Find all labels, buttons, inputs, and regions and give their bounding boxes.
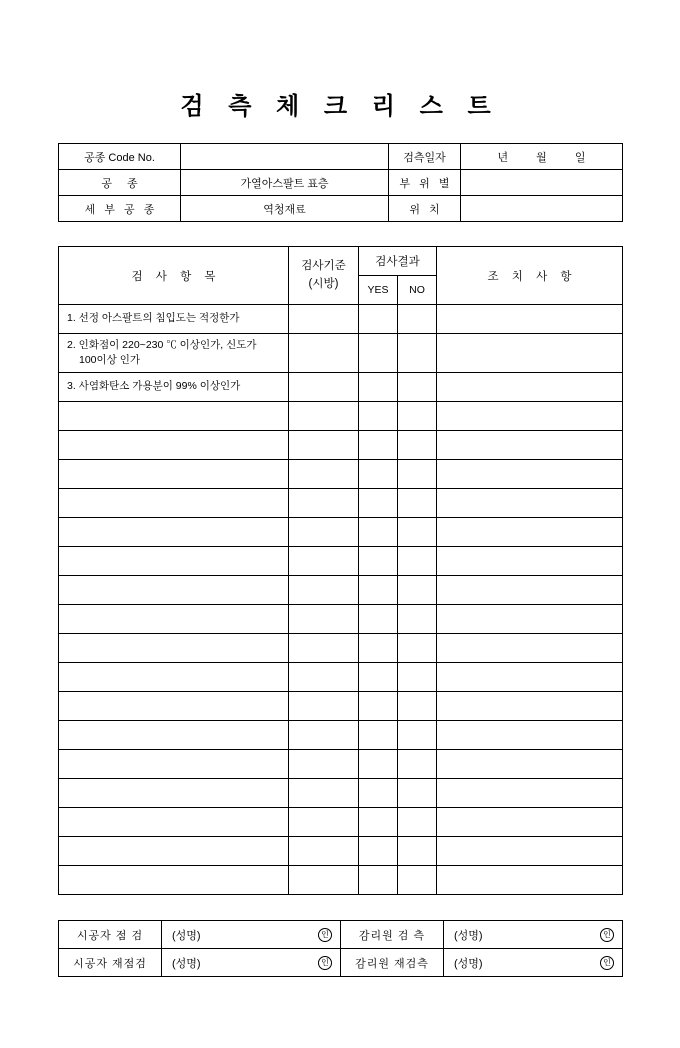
checklist-yes-2[interactable] xyxy=(359,334,398,373)
seal-icon: 인 xyxy=(600,928,614,942)
checklist-no-blank[interactable] xyxy=(398,489,437,518)
checklist-no-1[interactable] xyxy=(398,305,437,334)
table-row xyxy=(59,634,623,663)
checklist-yes-blank[interactable] xyxy=(359,808,398,837)
info-label-code: 공종 Code No. xyxy=(59,144,181,170)
checklist-no-blank[interactable] xyxy=(398,576,437,605)
checklist-no-blank[interactable] xyxy=(398,779,437,808)
sign-field-contractor-check[interactable] xyxy=(162,921,341,949)
checklist-item-blank[interactable] xyxy=(59,837,289,866)
header-no: NO xyxy=(398,276,437,305)
table-row xyxy=(59,144,623,170)
sign-field-supervisor-recheck[interactable] xyxy=(444,949,623,977)
checklist-standard-2[interactable] xyxy=(289,334,359,373)
info-label-inspection-date: 검측일자 xyxy=(389,144,461,170)
checklist-standard-1[interactable] xyxy=(289,305,359,334)
table-row xyxy=(59,460,623,489)
table-row xyxy=(59,866,623,895)
checklist-yes-blank[interactable] xyxy=(359,518,398,547)
checklist-standard-blank[interactable] xyxy=(289,489,359,518)
checklist-table xyxy=(58,246,623,895)
table-row xyxy=(59,373,623,402)
info-value-inspection-date[interactable] xyxy=(461,144,623,170)
checklist-item-blank[interactable] xyxy=(59,663,289,692)
checklist-yes-blank[interactable] xyxy=(359,779,398,808)
checklist-standard-blank[interactable] xyxy=(289,634,359,663)
sign-label-contractor-check: 시공자 점 검 xyxy=(59,921,162,949)
table-row xyxy=(59,518,623,547)
checklist-no-blank[interactable] xyxy=(398,431,437,460)
sign-field-supervisor-check[interactable] xyxy=(444,921,623,949)
checklist-action-blank[interactable] xyxy=(437,489,623,518)
checklist-no-blank[interactable] xyxy=(398,837,437,866)
checklist-item-blank[interactable] xyxy=(59,866,289,895)
info-label-location: 위 치 xyxy=(389,196,461,222)
checklist-standard-blank[interactable] xyxy=(289,576,359,605)
page-title: 검 측 체 크 리 스 트 xyxy=(180,93,500,120)
checklist-item-3 xyxy=(59,373,289,402)
sign-field-contractor-recheck[interactable] xyxy=(162,949,341,977)
header-yes: YES xyxy=(359,276,398,305)
info-label-detail-worktype: 세 부 공 종 xyxy=(59,196,181,222)
info-value-location[interactable] xyxy=(461,196,623,222)
sign-name-placeholder: (성명) xyxy=(172,929,201,942)
checklist-no-blank[interactable] xyxy=(398,750,437,779)
checklist-standard-blank[interactable] xyxy=(289,431,359,460)
checklist-action-blank[interactable] xyxy=(437,605,623,634)
date-year-label: 년 xyxy=(497,151,509,164)
checklist-item-blank[interactable] xyxy=(59,692,289,721)
checklist-standard-blank[interactable] xyxy=(289,721,359,750)
checklist-action-blank[interactable] xyxy=(437,808,623,837)
table-row xyxy=(59,334,623,373)
table-row xyxy=(59,663,623,692)
checklist-item-blank[interactable] xyxy=(59,576,289,605)
header-inspection-standard xyxy=(289,247,359,305)
checklist-action-blank[interactable] xyxy=(437,402,623,431)
table-row xyxy=(59,605,623,634)
checklist-header-row xyxy=(59,247,623,276)
table-row xyxy=(59,402,623,431)
checklist-item-blank[interactable] xyxy=(59,605,289,634)
checklist-no-2[interactable] xyxy=(398,334,437,373)
checklist-no-blank[interactable] xyxy=(398,692,437,721)
checklist-no-blank[interactable] xyxy=(398,402,437,431)
checklist-no-blank[interactable] xyxy=(398,547,437,576)
sign-label-contractor-recheck: 시공자 재점검 xyxy=(59,949,162,977)
sign-name-placeholder: (성명) xyxy=(454,957,483,970)
table-row xyxy=(59,779,623,808)
checklist-action-blank[interactable] xyxy=(437,721,623,750)
info-label-position-type: 부 위 별 xyxy=(389,170,461,196)
checklist-yes-blank[interactable] xyxy=(359,663,398,692)
checklist-no-blank[interactable] xyxy=(398,866,437,895)
checklist-standard-blank[interactable] xyxy=(289,460,359,489)
checklist-yes-blank[interactable] xyxy=(359,547,398,576)
info-value-code[interactable] xyxy=(181,144,389,170)
checklist-yes-blank[interactable] xyxy=(359,721,398,750)
header-action: 조 치 사 항 xyxy=(437,247,623,305)
table-row xyxy=(59,750,623,779)
date-month-label: 월 xyxy=(536,151,547,164)
table-row xyxy=(59,837,623,866)
header-standard-line1: 검사기준 xyxy=(301,260,346,273)
sign-name-placeholder: (성명) xyxy=(454,929,483,942)
checklist-no-blank[interactable] xyxy=(398,721,437,750)
checklist-item-blank[interactable] xyxy=(59,547,289,576)
checklist-action-blank[interactable] xyxy=(437,634,623,663)
checklist-action-blank[interactable] xyxy=(437,576,623,605)
table-row xyxy=(59,196,623,222)
checklist-action-blank[interactable] xyxy=(437,866,623,895)
checklist-standard-blank[interactable] xyxy=(289,402,359,431)
checklist-standard-blank[interactable] xyxy=(289,692,359,721)
date-day-label: 일 xyxy=(574,151,586,164)
checklist-yes-blank[interactable] xyxy=(359,489,398,518)
table-row xyxy=(59,949,623,977)
checklist-action-blank[interactable] xyxy=(437,837,623,866)
checklist-standard-blank[interactable] xyxy=(289,518,359,547)
checklist-yes-blank[interactable] xyxy=(359,837,398,866)
checklist-no-blank[interactable] xyxy=(398,605,437,634)
table-row xyxy=(59,808,623,837)
checklist-yes-blank[interactable] xyxy=(359,460,398,489)
checklist-yes-blank[interactable] xyxy=(359,692,398,721)
checklist-no-blank[interactable] xyxy=(398,460,437,489)
sign-label-supervisor-recheck: 감리원 재검측 xyxy=(341,949,444,977)
checklist-yes-blank[interactable] xyxy=(359,866,398,895)
sign-name-placeholder: (성명) xyxy=(172,957,201,970)
checklist-no-3[interactable] xyxy=(398,373,437,402)
checklist-yes-blank[interactable] xyxy=(359,576,398,605)
checklist-standard-blank[interactable] xyxy=(289,750,359,779)
checklist-action-blank[interactable] xyxy=(437,750,623,779)
seal-icon: 인 xyxy=(318,928,332,942)
table-row xyxy=(59,721,623,750)
seal-icon: 인 xyxy=(318,956,332,970)
info-label-worktype: 공 종 xyxy=(59,170,181,196)
info-value-position-type[interactable] xyxy=(461,170,623,196)
checklist-item-blank[interactable] xyxy=(59,489,289,518)
checklist-yes-blank[interactable] xyxy=(359,431,398,460)
info-value-detail-worktype[interactable]: 역청재료 xyxy=(181,196,389,222)
header-standard-line2: (시방) xyxy=(308,277,339,290)
table-row xyxy=(59,576,623,605)
checklist-action-blank[interactable] xyxy=(437,663,623,692)
checklist-action-blank[interactable] xyxy=(437,518,623,547)
checklist-item-blank[interactable] xyxy=(59,518,289,547)
checklist-item-blank[interactable] xyxy=(59,634,289,663)
checklist-action-1[interactable] xyxy=(437,305,623,334)
checklist-standard-blank[interactable] xyxy=(289,779,359,808)
checklist-standard-blank[interactable] xyxy=(289,663,359,692)
checklist-no-blank[interactable] xyxy=(398,663,437,692)
checklist-no-blank[interactable] xyxy=(398,518,437,547)
checklist-standard-blank[interactable] xyxy=(289,837,359,866)
seal-icon: 인 xyxy=(600,956,614,970)
table-row xyxy=(59,547,623,576)
table-row xyxy=(59,692,623,721)
checklist-standard-blank[interactable] xyxy=(289,866,359,895)
checklist-action-3[interactable] xyxy=(437,373,623,402)
checklist-action-blank[interactable] xyxy=(437,460,623,489)
checklist-item-blank[interactable] xyxy=(59,460,289,489)
checklist-action-blank[interactable] xyxy=(437,692,623,721)
checklist-action-2[interactable] xyxy=(437,334,623,373)
checklist-item-1-line1: 1. 선정 아스팔트의 침입도는 적정한가 xyxy=(67,312,240,325)
checklist-yes-blank[interactable] xyxy=(359,750,398,779)
checklist-item-3-line1: 3. 사염화탄소 가용분이 99% 이상인가 xyxy=(67,380,241,393)
checklist-standard-blank[interactable] xyxy=(289,605,359,634)
table-row xyxy=(59,431,623,460)
checklist-item-2-line1: 2. 인화점이 220~230 ℃ 이상인가, 신도가 xyxy=(67,338,257,351)
checklist-no-blank[interactable] xyxy=(398,634,437,663)
checklist-standard-blank[interactable] xyxy=(289,547,359,576)
table-row xyxy=(59,170,623,196)
checklist-yes-blank[interactable] xyxy=(359,402,398,431)
checklist-no-blank[interactable] xyxy=(398,808,437,837)
document-page xyxy=(0,86,680,1048)
checklist-yes-1[interactable] xyxy=(359,305,398,334)
signature-table xyxy=(58,920,623,977)
checklist-item-blank[interactable] xyxy=(59,721,289,750)
checklist-item-blank[interactable] xyxy=(59,808,289,837)
checklist-item-2-line2: 100이상 인가 xyxy=(79,354,141,366)
checklist-yes-3[interactable] xyxy=(359,373,398,402)
checklist-item-1 xyxy=(59,305,289,334)
header-inspection-item: 검 사 항 목 xyxy=(59,247,289,305)
header-info-table xyxy=(58,143,623,222)
table-row xyxy=(59,921,623,949)
table-row xyxy=(59,489,623,518)
info-value-worktype[interactable]: 가열아스팔트 표층 xyxy=(181,170,389,196)
table-row xyxy=(59,305,623,334)
header-inspection-result: 검사결과 xyxy=(359,247,437,276)
sign-label-supervisor-check: 감리원 검 측 xyxy=(341,921,444,949)
checklist-yes-blank[interactable] xyxy=(359,605,398,634)
checklist-item-blank[interactable] xyxy=(59,750,289,779)
checklist-action-blank[interactable] xyxy=(437,779,623,808)
checklist-standard-3[interactable] xyxy=(289,373,359,402)
checklist-item-blank[interactable] xyxy=(59,779,289,808)
checklist-standard-blank[interactable] xyxy=(289,808,359,837)
checklist-item-blank[interactable] xyxy=(59,431,289,460)
checklist-item-2 xyxy=(59,334,289,373)
checklist-action-blank[interactable] xyxy=(437,431,623,460)
checklist-action-blank[interactable] xyxy=(437,547,623,576)
checklist-yes-blank[interactable] xyxy=(359,634,398,663)
checklist-item-blank[interactable] xyxy=(59,402,289,431)
